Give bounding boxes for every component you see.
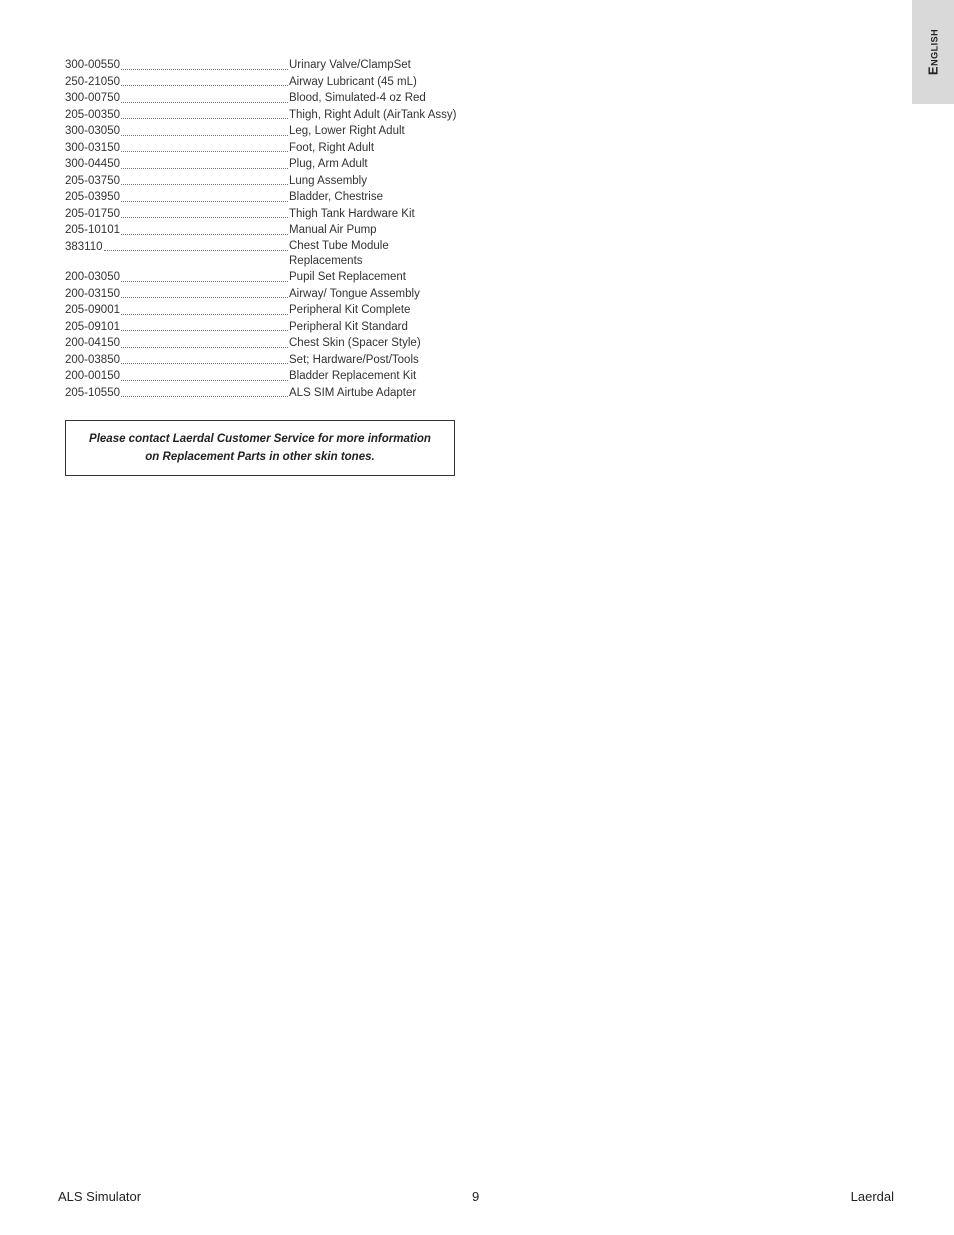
- part-number: 205-00350: [65, 108, 120, 121]
- part-description: Manual Air Pump: [289, 224, 377, 236]
- dot-leader: [121, 168, 288, 169]
- part-number: 300-03150: [65, 141, 120, 154]
- list-item: [65, 189, 465, 206]
- part-description: Airway/ Tongue Assembly: [289, 287, 420, 300]
- language-tab-label: English: [925, 28, 941, 76]
- part-number: 300-00550: [65, 59, 120, 71]
- part-description: Peripheral Kit Standard: [289, 320, 408, 333]
- list-item: [65, 368, 465, 385]
- part-description: Urinary Valve/ClampSet: [289, 59, 411, 71]
- list-item: [65, 206, 465, 223]
- part-number: 200-03850: [65, 353, 120, 366]
- list-item: [65, 269, 465, 286]
- dot-leader: [121, 380, 288, 381]
- part-description: Set; Hardware/Post/Tools: [289, 353, 419, 366]
- part-description: Leg, Lower Right Adult: [289, 125, 405, 137]
- dot-leader: [121, 85, 288, 86]
- dot-leader: [121, 363, 288, 364]
- part-description: Blood, Simulated-4 oz Red: [289, 92, 426, 104]
- notice-line-2: on Replacement Parts in other skin tones.: [145, 451, 375, 463]
- language-tab: [912, 0, 954, 104]
- part-description: Airway Lubricant (45 mL): [289, 75, 417, 88]
- part-description: Plug, Arm Adult: [289, 158, 368, 170]
- list-item: [65, 90, 465, 107]
- part-number: 205-01750: [65, 207, 120, 220]
- part-number: 383110: [65, 240, 103, 253]
- dot-leader: [121, 281, 288, 282]
- dot-leader: [121, 234, 288, 235]
- part-description: ALS SIM Airtube Adapter: [289, 386, 417, 399]
- part-description: Thigh Tank Hardware Kit: [289, 207, 415, 220]
- list-item: [65, 123, 465, 140]
- dot-leader: [121, 69, 288, 70]
- list-item: [65, 385, 465, 402]
- part-description-line2: Replacements: [289, 255, 363, 267]
- dot-leader: [121, 201, 288, 202]
- dot-leader: [121, 330, 288, 331]
- part-description: [289, 239, 465, 270]
- list-item: [65, 156, 465, 173]
- dot-leader: [121, 314, 288, 315]
- part-number: 205-03750: [65, 174, 120, 187]
- list-item: [65, 352, 465, 369]
- part-description: Lung Assembly: [289, 174, 367, 187]
- part-description: Foot, Right Adult: [289, 141, 375, 154]
- dot-leader: [121, 135, 288, 136]
- dot-leader: [121, 102, 288, 103]
- part-description-line1: Chest Tube Module: [289, 240, 389, 252]
- list-item: [65, 319, 465, 336]
- part-number: 205-09101: [65, 320, 120, 333]
- customer-service-notice: [65, 420, 455, 476]
- list-item: [65, 57, 465, 74]
- dot-leader: [121, 297, 288, 298]
- list-item: [65, 107, 465, 124]
- list-item: [65, 74, 465, 91]
- part-number: 250-21050: [65, 75, 120, 88]
- list-item: [65, 222, 465, 239]
- dot-leader: [104, 250, 288, 251]
- list-item: [65, 302, 465, 319]
- dot-leader: [121, 118, 288, 119]
- part-description: Bladder, Chestrise: [289, 191, 383, 203]
- part-number: 200-00150: [65, 370, 120, 382]
- dot-leader: [121, 396, 288, 397]
- dot-leader: [121, 184, 288, 185]
- list-item: [65, 140, 465, 157]
- list-item: [65, 239, 465, 270]
- part-number: 205-10550: [65, 386, 120, 399]
- part-number: 205-10101: [65, 224, 120, 236]
- part-description: Bladder Replacement Kit: [289, 370, 417, 382]
- dot-leader: [121, 217, 288, 218]
- part-description: Chest Skin (Spacer Style): [289, 337, 421, 349]
- dot-leader: [121, 151, 288, 152]
- dot-leader: [121, 347, 288, 348]
- page-number: 9: [472, 1189, 480, 1204]
- part-number: 300-04450: [65, 158, 120, 170]
- part-number: 205-03950: [65, 191, 120, 203]
- list-item: [65, 286, 465, 303]
- list-item: [65, 335, 465, 352]
- part-number: 300-00750: [65, 92, 120, 104]
- list-item: [65, 173, 465, 190]
- part-number: 300-03050: [65, 125, 120, 137]
- footer-brand: Laerdal: [850, 1189, 894, 1204]
- replacement-parts-list: [65, 57, 465, 401]
- footer-product-name: ALS Simulator: [58, 1189, 142, 1204]
- part-number: 200-04150: [65, 337, 120, 349]
- part-number: 205-09001: [65, 304, 120, 316]
- part-number: 200-03050: [65, 271, 120, 283]
- part-description: Pupil Set Replacement: [289, 271, 406, 283]
- part-number: 200-03150: [65, 287, 120, 300]
- part-description: Peripheral Kit Complete: [289, 304, 411, 316]
- notice-line-1: Please contact Laerdal Customer Service for more information: [89, 433, 431, 445]
- part-description: Thigh, Right Adult (AirTank Assy): [289, 108, 457, 121]
